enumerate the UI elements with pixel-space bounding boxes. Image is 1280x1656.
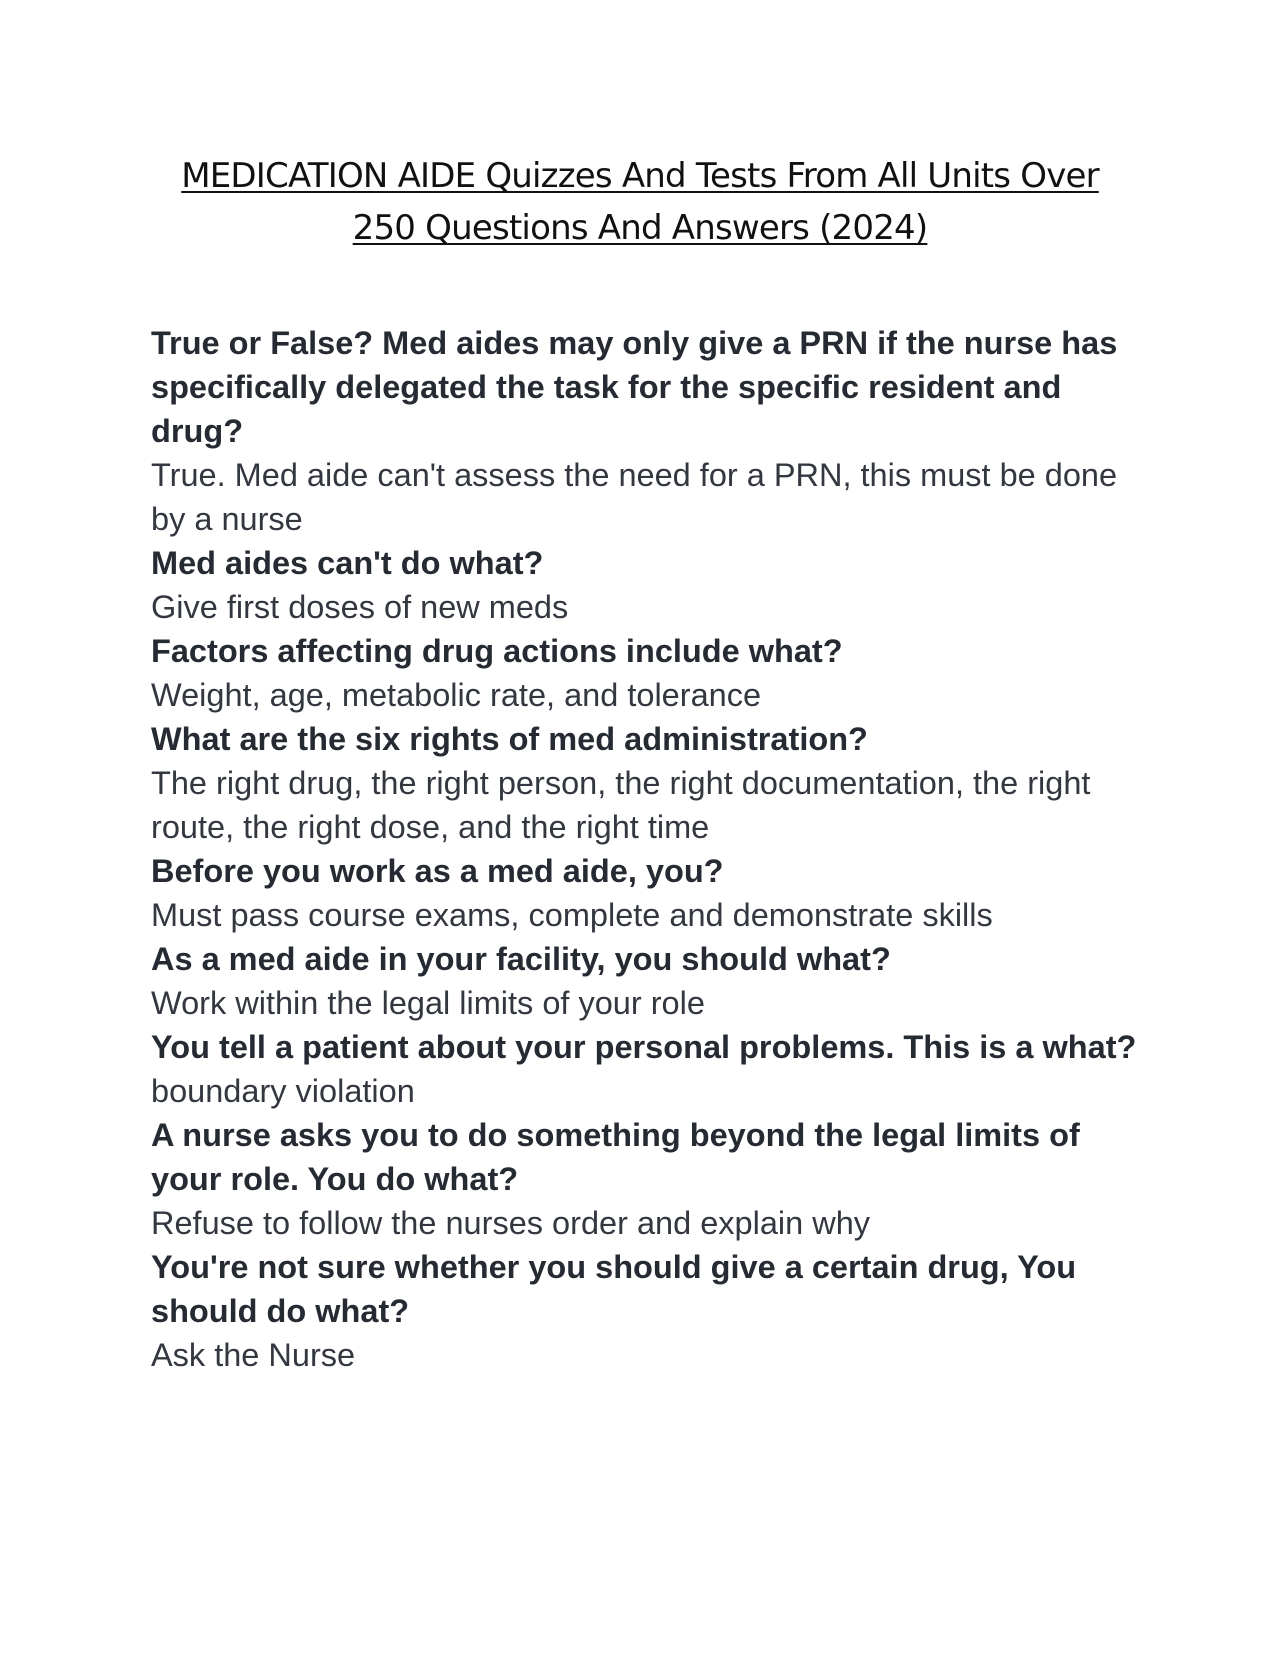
title-line-1: MEDICATION AIDE Quizzes And Tests From All Units Over bbox=[181, 156, 1099, 196]
question-6: As a med aide in your facility, you should what? bbox=[151, 941, 891, 977]
question-3: Factors affecting drug actions include what? bbox=[151, 633, 843, 669]
answer-4: The right drug, the right person, the right documentation, the right route, the right dose, and the right time bbox=[151, 765, 1091, 845]
answer-8: Refuse to follow the nurses order and explain why bbox=[151, 1205, 871, 1241]
question-4: What are the six rights of med administration? bbox=[151, 721, 868, 757]
answer-5: Must pass course exams, complete and demonstrate skills bbox=[151, 897, 993, 933]
answer-6: Work within the legal limits of your role bbox=[151, 985, 705, 1021]
answer-7: boundary violation bbox=[151, 1073, 415, 1109]
question-2: Med aides can't do what? bbox=[151, 545, 544, 581]
answer-1: True. Med aide can't assess the need for a PRN, this must be done by a nurse bbox=[151, 457, 1118, 537]
question-9: You're not sure whether you should give a certain drug, You should do what? bbox=[151, 1249, 1077, 1329]
question-5: Before you work as a med aide, you? bbox=[151, 853, 724, 889]
question-7: You tell a patient about your personal problems. This is a what? bbox=[151, 1029, 1137, 1065]
question-1: True or False? Med aides may only give a PRN if the nurse has specifically delegated the task for the specific resident and drug? bbox=[151, 325, 1118, 449]
qa-list bbox=[151, 321, 1141, 1377]
answer-2: Give first doses of new meds bbox=[151, 589, 569, 625]
question-8: A nurse asks you to do something beyond the legal limits of your role. You do what? bbox=[151, 1117, 1080, 1197]
answer-9: Ask the Nurse bbox=[151, 1337, 356, 1373]
page-title bbox=[100, 150, 1180, 254]
title-line-2: 250 Questions And Answers (2024) bbox=[352, 208, 928, 248]
answer-3: Weight, age, metabolic rate, and tolerance bbox=[151, 677, 762, 713]
